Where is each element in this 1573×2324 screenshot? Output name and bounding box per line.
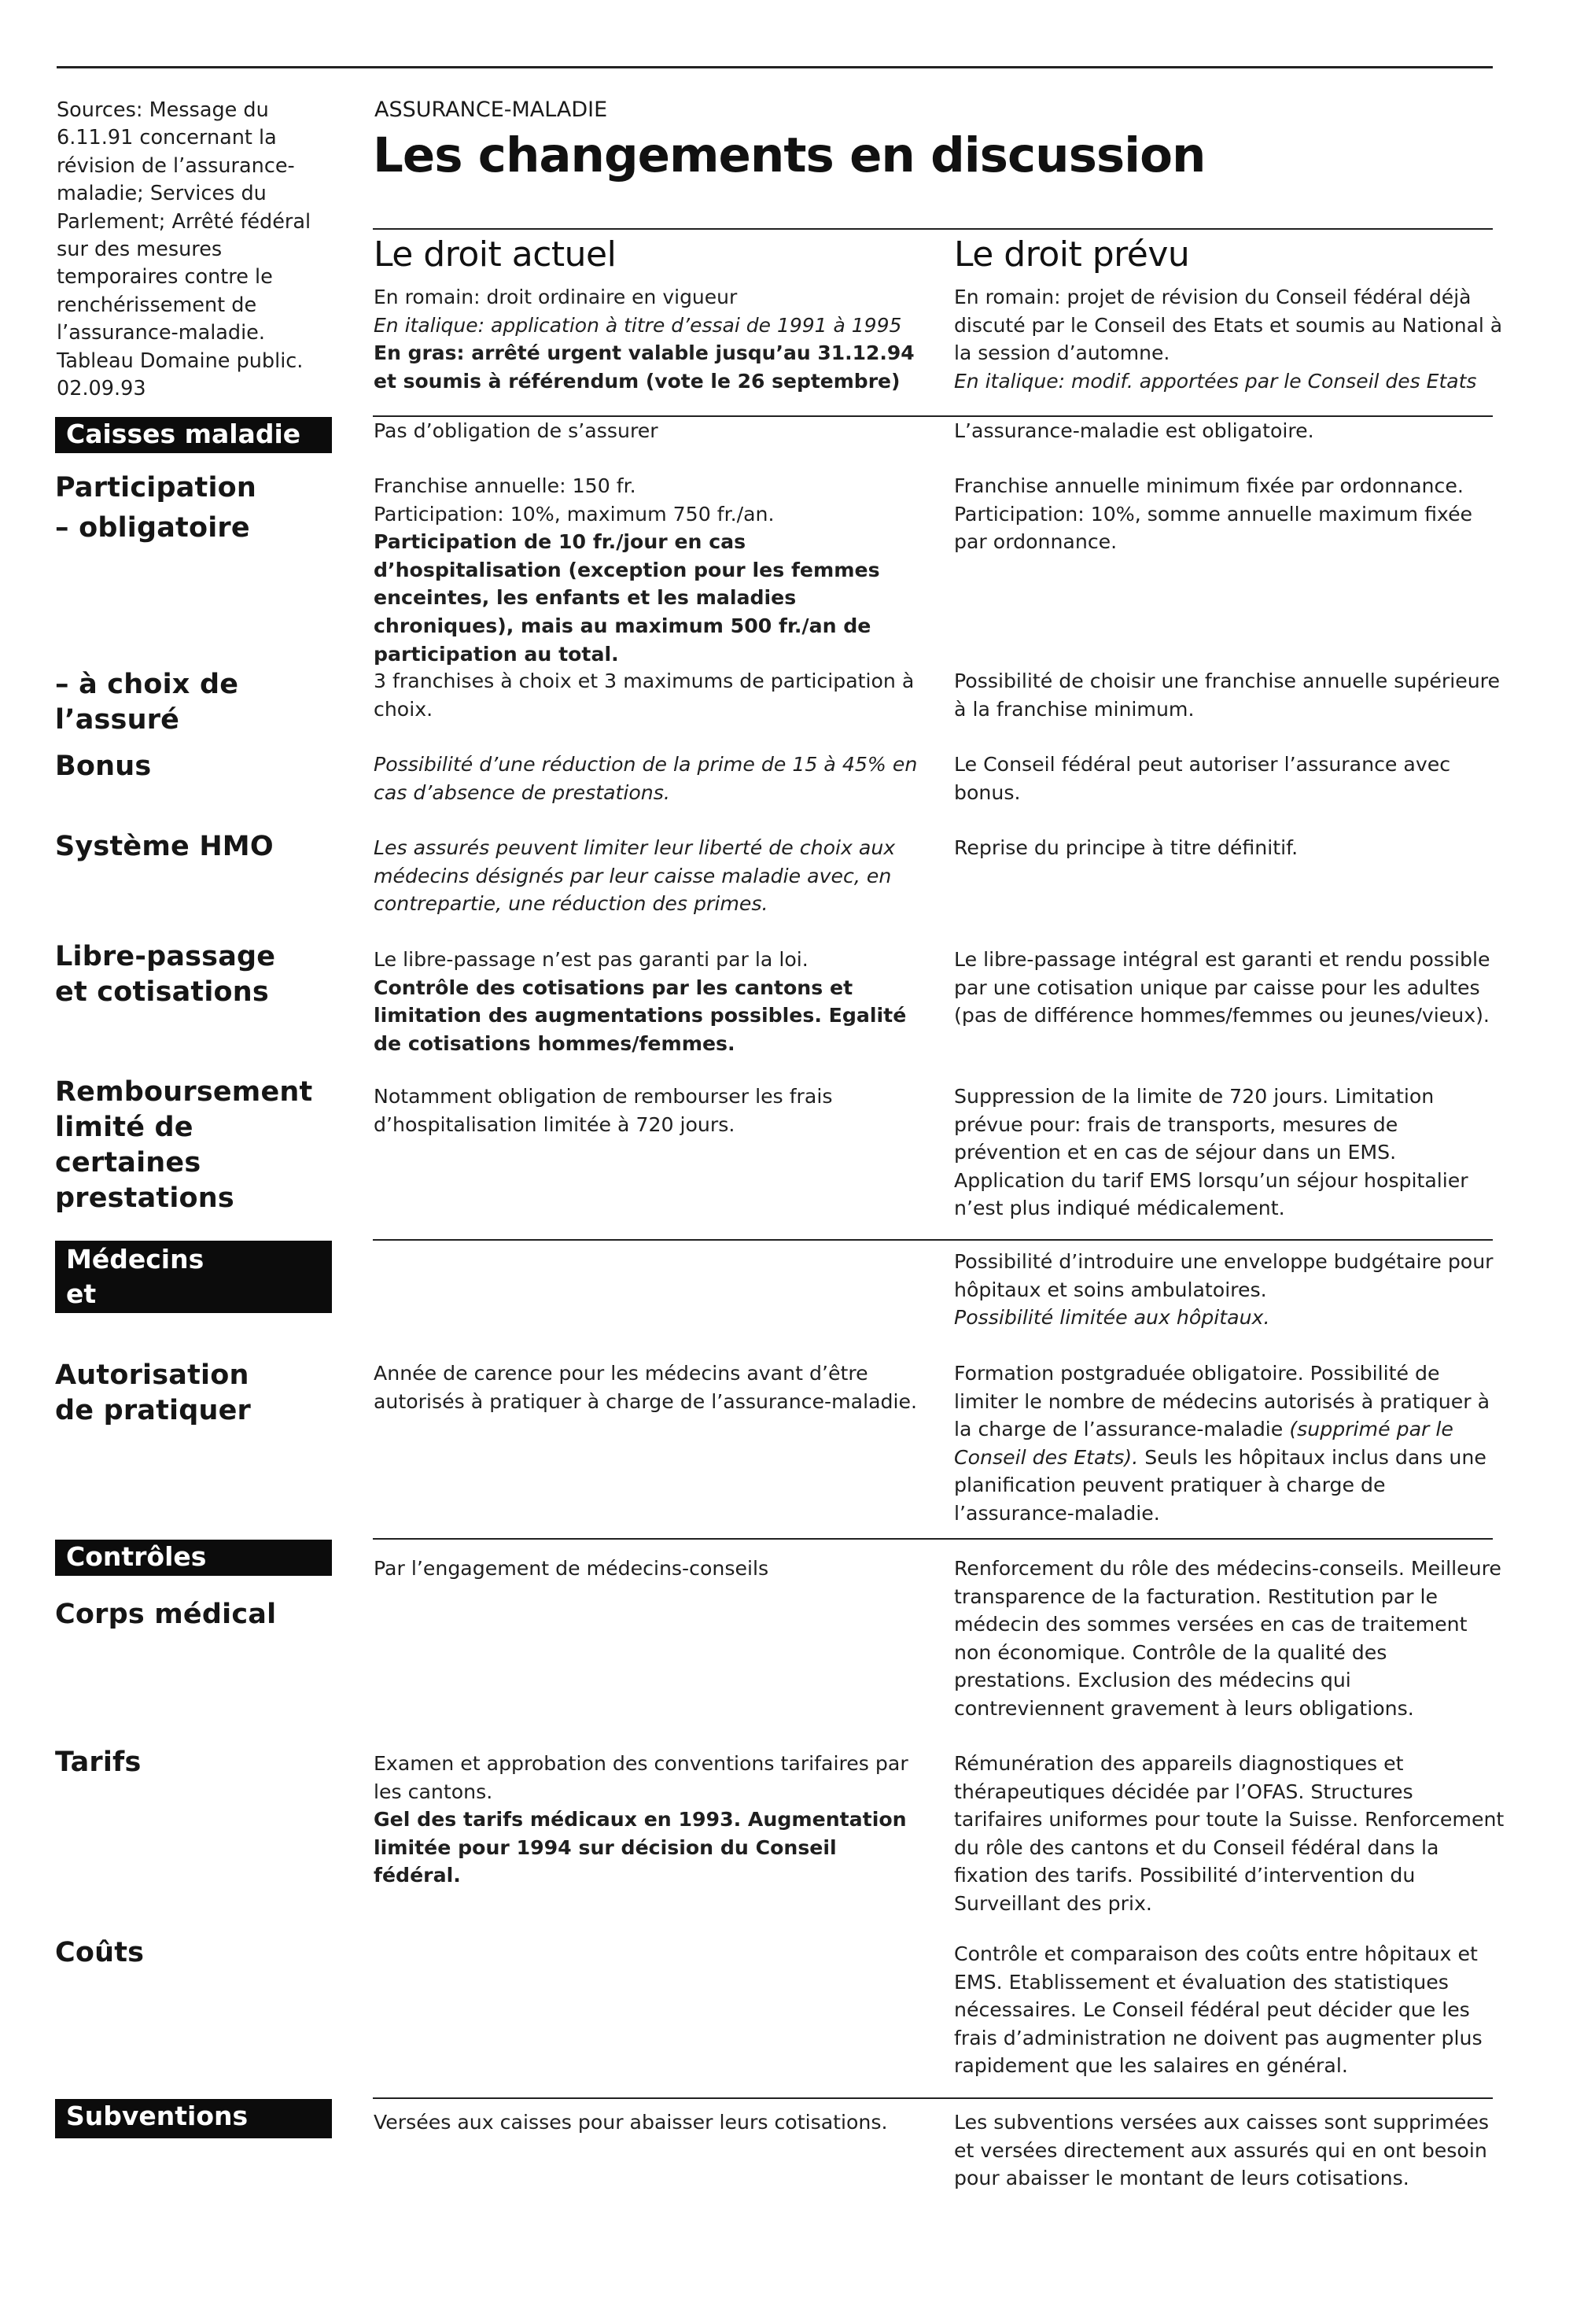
top-rule <box>57 66 1493 68</box>
sources-note <box>57 97 340 403</box>
label-autorisation: Autorisation de pratiquer <box>55 1359 252 1426</box>
participation-planned: Franchise annuelle minimum fixée par ordonnance. Participation: 10%, somme annuelle maximum fixée par ordonnance. <box>954 474 1473 554</box>
participation-current-3: Participation de 10 fr./jour en cas d’hospitalisation (exception pour les femmes enceintes, les enfants et les maladies chroniques), mais au maximum 500 fr./an de participation au total. <box>374 530 880 666</box>
label-choix: – à choix de l’assuré <box>55 669 239 736</box>
participation-current-1: Franchise annuelle: 150 fr. <box>374 474 636 497</box>
label-couts: Coûts <box>55 1937 145 1968</box>
remboursement-current: Notamment obligation de rembourser les frais d’hospitalisation limitée à 720 jours. <box>374 1085 833 1136</box>
rule-subventions <box>373 2097 1493 2099</box>
bonus-current: Possibilité d’une réduction de la prime de 15 à 45% en cas d’absence de prestations. <box>374 753 918 804</box>
caisses-current: Pas d’obligation de s’assurer <box>374 419 658 442</box>
hmo-current: Les assurés peuvent limiter leur liberté de choix aux médecins désignés par leur caisse maladie avec, en contrepartie, une réduction des primes. <box>374 836 896 916</box>
medecins-planned <box>954 1248 1505 1332</box>
legend-current <box>374 283 940 395</box>
legend-planned <box>954 283 1520 395</box>
libre-current-1: Le libre-passage n’est pas garanti par la loi. <box>374 948 809 971</box>
libre-current-2: Contrôle des cotisations par les cantons et limitation des augmentations possibles. Egalité de cotisations hommes/femmes. <box>374 976 907 1055</box>
medecins-planned-2: Possibilité limitée aux hôpitaux. <box>954 1306 1270 1330</box>
section-subventions: Subventions <box>55 2099 332 2138</box>
tarifs-current <box>374 1750 924 1890</box>
sources-text: Sources: Message du 6.11.91 concernant la révision de l’assurance-maladie; Services du Parlement; Arrêté fédéral sur des mesures temporaires contre le renchérissement de l’assurance-maladie. <box>57 98 311 345</box>
subventions-planned: Les subventions versées aux caisses sont supprimées et versées directement aux assurés qui en ont besoin pour abaisser le montant de leurs cotisations. <box>954 2111 1489 2190</box>
medecins-planned-1: Possibilité d’introduire une enveloppe budgétaire pour hôpitaux et soins ambulatoires. <box>954 1250 1494 1301</box>
remboursement-planned: Suppression de la limite de 720 jours. Limitation prévue pour: frais de transports, mesures de prévention et en cas de séjour dans un EMS. Application du tarif EMS lorsqu’un séjour hospitalier n’est plus indiqué médicalement. <box>954 1085 1468 1220</box>
section-caisses-maladie: Caisses maladie <box>55 417 332 453</box>
section-medecins-hopitaux: Médecins et hôpitaux <box>55 1241 332 1313</box>
rule-medecins <box>373 1239 1493 1241</box>
label-tarifs: Tarifs <box>55 1747 142 1778</box>
section-controles: Contrôles <box>55 1540 332 1576</box>
label-participation-1: Participation <box>55 472 257 504</box>
autorisation-planned-1: Formation postgraduée obligatoire. Possibilité de limiter le nombre de médecins autorisés à pratiquer à la charge de l’assurance-maladie <box>954 1362 1490 1441</box>
legend-planned-italic: En italique: modif. apportées par le Conseil des Etats <box>954 369 1477 393</box>
tarifs-current-1: Examen et approbation des conventions tarifaires par les cantons. <box>374 1752 908 1803</box>
title-rule <box>373 228 1493 230</box>
label-corps-medical: Corps médical <box>55 1599 277 1630</box>
autorisation-planned <box>954 1359 1505 1528</box>
libre-planned: Le libre-passage intégral est garanti et rendu possible par une cotisation unique par caisse pour les adultes (pas de différence hommes/femmes ou jeunes/vieux). <box>954 948 1490 1027</box>
sources-credit: Tableau Domaine public. 02.09.93 <box>57 349 304 401</box>
hmo-planned: Reprise du principe à titre définitif. <box>954 836 1299 859</box>
column-title-current: Le droit actuel <box>374 234 617 275</box>
subventions-current: Versées aux caisses pour abaisser leurs cotisations. <box>374 2111 888 2134</box>
section-tag: ASSURANCE-MALADIE <box>374 98 608 122</box>
couts-planned: Contrôle et comparaison des coûts entre hôpitaux et EMS. Etablissement et évaluation des statistiques nécessaires. Le Conseil fédéral peut décider que les frais d’administration ne doivent pas augmenter plus rapidement que les salaires en général. <box>954 1942 1483 2078</box>
participation-current-2: Participation: 10%, maximum 750 fr./an. <box>374 502 775 526</box>
column-title-planned: Le droit prévu <box>954 234 1190 275</box>
label-participation-2: – obligatoire <box>55 512 250 544</box>
tarifs-planned: Rémunération des appareils diagnostiques et thérapeutiques décidée par l’OFAS. Structures tarifaires uniformes pour toute la Suisse. Renforcement du rôle des cantons et du Conseil fédéral dans la fixation des tarifs. Possibilité d’intervention du Surveillant des prix. <box>954 1752 1505 1915</box>
label-participation <box>55 470 354 550</box>
legend-planned-roman: En romain: projet de révision du Conseil fédéral déjà discuté par le Conseil des Etats et soumis au National à la session d’automne. <box>954 286 1503 365</box>
corps-planned: Renforcement du rôle des médecins-conseils. Meilleure transparence de la facturation. Restitution par le médecin des sommes versées en cas de traitement non économique. Contrôle de la qualité des prestations. Exclusion des médecins qui contreviennent gravement à leurs obligations. <box>954 1557 1501 1720</box>
libre-current <box>374 946 924 1057</box>
label-bonus: Bonus <box>55 751 152 782</box>
choix-current: 3 franchises à choix et 3 maximums de participation à choix. <box>374 670 915 721</box>
rule-controles <box>373 1538 1493 1540</box>
legend-current-roman: En romain: droit ordinaire en vigueur <box>374 286 738 308</box>
autorisation-planned-3: Seuls les hôpitaux inclus dans une planification peuvent pratiquer à charge de l’assurance-maladie. <box>954 1445 1486 1525</box>
legend-current-bold: En gras: arrêté urgent valable jusqu’au 31.12.94 et soumis à référendum (vote le 26 septembre) <box>374 341 915 393</box>
choix-planned: Possibilité de choisir une franchise annuelle supérieure à la franchise minimum. <box>954 670 1500 721</box>
page-title: Les changements en discussion <box>373 127 1206 183</box>
autorisation-planned-2: (supprimé par le Conseil des Etats). <box>954 1418 1453 1469</box>
legend-current-italic: En italique: application à titre d’essai de 1991 à 1995 <box>374 313 902 337</box>
corps-current: Par l’engagement de médecins-conseils <box>374 1557 769 1580</box>
tarifs-current-2: Gel des tarifs médicaux en 1993. Augmentation limitée pour 1994 sur décision du Conseil fédéral. <box>374 1808 907 1887</box>
caisses-planned: L’assurance-maladie est obligatoire. <box>954 419 1314 442</box>
participation-current <box>374 472 924 668</box>
label-libre-passage: Libre-passage et cotisations <box>55 941 276 1008</box>
autorisation-current: Année de carence pour les médecins avant d’être autorisés à pratiquer à charge de l’assurance-maladie. <box>374 1362 917 1413</box>
bonus-planned: Le Conseil fédéral peut autoriser l’assurance avec bonus. <box>954 753 1451 804</box>
label-hmo: Système HMO <box>55 831 274 862</box>
label-remboursement: Remboursement limité de certaines prestations <box>55 1076 313 1214</box>
